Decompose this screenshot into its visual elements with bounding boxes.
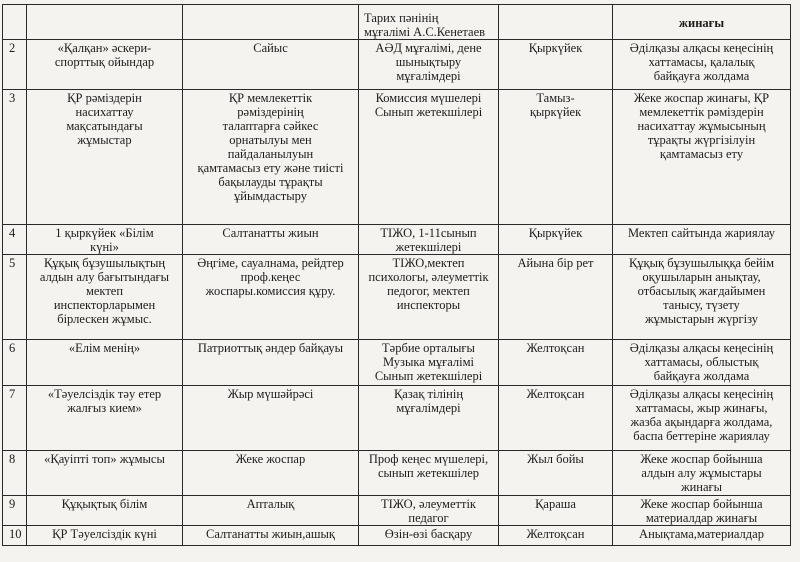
result-cell-line: Әділқазы алқасы кеңесінің [629, 387, 774, 401]
header-cell-form [183, 5, 359, 40]
responsible-cell-line: мұғалімдері [396, 69, 461, 83]
event-cell-line: 1 қыркүйек «Білім [55, 226, 154, 240]
result-cell-line: материалдар жинағы [645, 511, 758, 525]
time-cell [499, 386, 613, 451]
time-cell-line: Жыл бойы [527, 452, 584, 466]
result-cell-line: жазба ақындарға жолдама, [630, 415, 773, 429]
responsible-cell [359, 451, 499, 496]
result-cell-line: Әділқазы алқасы кеңесінің [629, 341, 774, 355]
form-cell-line: Салтанатты жиын [222, 226, 319, 240]
form-cell-line: пайдаланылуын [227, 147, 314, 161]
event-cell-line: «Қауіпті топ» жұмысы [44, 452, 165, 466]
result-cell [613, 340, 791, 386]
responsible-cell-line: Музыка мұғалімі [383, 355, 474, 369]
form-cell [183, 340, 359, 386]
teacher-line-2: мұғалімі А.С.Кенетаев [364, 25, 486, 39]
row-number-cell: 5 [3, 255, 27, 340]
form-cell-line: орнатылуы мен [229, 133, 312, 147]
event-cell [27, 225, 183, 255]
teacher-line-1: Тарих пәнінің [364, 11, 439, 25]
table-row [3, 340, 791, 386]
row-number-cell: 7 [3, 386, 27, 451]
form-cell-line: Апталық [246, 497, 295, 511]
result-cell-line: танысу, түзету [663, 298, 740, 312]
time-cell-line: қыркүйек [529, 105, 582, 119]
form-cell [183, 255, 359, 340]
result-cell [613, 90, 791, 225]
form-cell-line: Жыр мүшәйрәсі [227, 387, 314, 401]
result-cell-line: жұмыстарын жүргізу [644, 312, 759, 326]
row-number-cell: 9 [3, 496, 27, 526]
event-cell-line: ҚР рәміздерін [67, 91, 142, 105]
time-cell-line: Айына бір рет [517, 256, 594, 270]
responsible-cell-line: Сынып жетекшілері [374, 369, 483, 383]
result-cell [613, 451, 791, 496]
event-cell-line: мектеп [85, 284, 124, 298]
form-cell [183, 40, 359, 90]
row-number-cell: 10 [3, 526, 27, 546]
event-cell-line: «Елім менің» [68, 341, 141, 355]
responsible-cell-line: мұғалімдері [396, 401, 461, 415]
table-row [3, 526, 791, 546]
form-cell [183, 225, 359, 255]
form-cell-line: қамтамасыз ету және тиісті [197, 161, 344, 175]
responsible-cell [359, 255, 499, 340]
form-cell-line: рәміздерінің [237, 105, 304, 119]
time-cell-line: Тамыз- [536, 91, 575, 105]
table-row [3, 40, 791, 90]
event-cell [27, 451, 183, 496]
event-cell-line: инспекторларымен [53, 298, 156, 312]
header-cell-time [499, 5, 613, 40]
form-cell-line: жоспары.комиссия құру. [205, 284, 336, 298]
form-cell [183, 451, 359, 496]
table-row [3, 90, 791, 225]
row-number-cell: 2 [3, 40, 27, 90]
responsible-cell-line: психологы, әлеуметтік [368, 270, 489, 284]
result-cell-line: Мектеп сайтында жариялау [627, 226, 776, 240]
table-row [3, 225, 791, 255]
responsible-cell-line: педагог [408, 511, 449, 525]
form-cell-line: ұйымдастыру [234, 189, 307, 203]
result-cell-line: хаттамасы, қалалық [648, 55, 755, 69]
responsible-cell [359, 496, 499, 526]
result-cell-line: тұрақты жүргізілуін [647, 133, 756, 147]
result-cell [613, 225, 791, 255]
form-cell-line: Патриоттық әндер байқауы [197, 341, 344, 355]
responsible-cell-line: Проф кеңес мүшелері, [368, 452, 489, 466]
responsible-cell-line: Өзін-өзі басқару [384, 527, 473, 541]
result-cell [613, 255, 791, 340]
form-cell [183, 496, 359, 526]
event-cell-line: Құқық бұзушылықтың [43, 256, 166, 270]
event-cell [27, 340, 183, 386]
event-cell [27, 90, 183, 225]
row-number-cell: 6 [3, 340, 27, 386]
time-cell [499, 90, 613, 225]
event-cell-line: насихаттау [75, 105, 134, 119]
form-cell-line: Әңгіме, сауалнама, рейдтер [197, 256, 344, 270]
responsible-cell-line: Сынып жетекшілері [374, 105, 483, 119]
responsible-cell-line: ТІЖО, 1-11сынып [380, 226, 477, 240]
table-row [3, 496, 791, 526]
time-cell [499, 225, 613, 255]
responsible-cell-line: инспекторы [396, 298, 461, 312]
result-cell-line: отбасылық жағдайымен [637, 284, 766, 298]
result-tail: жинағы [678, 15, 725, 30]
result-cell-line: Жеке жоспар жинағы, ҚР [633, 91, 770, 105]
time-cell [499, 526, 613, 546]
result-cell-line: оқушыларын анықтау, [642, 270, 761, 284]
plan-table [2, 4, 791, 546]
event-cell [27, 40, 183, 90]
table-row [3, 451, 791, 496]
event-cell-line: күні» [90, 240, 119, 254]
event-cell [27, 496, 183, 526]
result-cell [613, 40, 791, 90]
result-cell-line: байқауға жолдама [653, 369, 750, 383]
responsible-cell-line: ТІЖО, әлеуметтік [380, 497, 476, 511]
responsible-cell [359, 90, 499, 225]
event-cell [27, 526, 183, 546]
form-cell [183, 386, 359, 451]
result-cell-line: алдын алу жұмыстары [641, 466, 762, 480]
table-header-row [3, 5, 791, 40]
responsible-cell [359, 386, 499, 451]
event-cell-line: «Қалқан» әскери- [57, 41, 152, 55]
time-cell [499, 255, 613, 340]
responsible-cell-line: АӘД мұғалімі, дене [375, 41, 482, 55]
responsible-cell-line: шынықтыру [395, 55, 462, 69]
event-cell-line: мақсатындағы [66, 119, 143, 133]
time-cell-line: Қараша [535, 497, 576, 511]
result-cell-line: Әділқазы алқасы кеңесінің [629, 41, 774, 55]
result-cell-line: Жеке жоспар бойынша [640, 497, 763, 511]
form-cell-line: ҚР мемлекеттік [228, 91, 313, 105]
event-cell-line: жұмыстар [77, 133, 132, 147]
form-cell-line: Жеке жоспар [235, 452, 306, 466]
result-cell-line: Жеке жоспар бойынша [640, 452, 763, 466]
result-cell-line: баспа беттеріне жариялау [633, 429, 770, 443]
time-cell [499, 496, 613, 526]
event-cell-line: спорттық ойындар [54, 55, 155, 69]
responsible-cell [359, 526, 499, 546]
result-cell-line: Құқық бұзушылыққа бейім [628, 256, 775, 270]
row-number-cell: 4 [3, 225, 27, 255]
result-cell [613, 496, 791, 526]
row-number-cell: 3 [3, 90, 27, 225]
responsible-cell [359, 40, 499, 90]
time-cell-line: Қыркүйек [528, 41, 583, 55]
header-cell-result [613, 5, 791, 40]
table-row [3, 386, 791, 451]
form-cell-line: бақылауды тұрақты [218, 175, 323, 189]
event-cell-line: Құқықтық білім [61, 497, 148, 511]
time-cell-line: Қыркүйек [528, 226, 583, 240]
time-cell [499, 40, 613, 90]
event-cell-line: ҚР Тәуелсіздік күні [52, 527, 157, 541]
result-cell-line: Анықтама,материалдар [639, 527, 764, 541]
event-cell-line: бірлескен жұмыс. [57, 312, 152, 326]
form-cell [183, 526, 359, 546]
form-cell [183, 90, 359, 225]
header-cell-responsible [359, 5, 499, 40]
responsible-cell [359, 225, 499, 255]
result-cell-line: байқауға жолдама [653, 69, 750, 83]
responsible-cell [359, 340, 499, 386]
event-cell-line: «Тәуелсіздік тәу етер [47, 387, 162, 401]
time-cell-line: Желтоқсан [526, 527, 585, 541]
form-cell-line: Салтанатты жиын,ашық [206, 527, 335, 541]
form-cell-line: Сайыс [253, 41, 288, 55]
form-cell-line: проф.кеңес [240, 270, 301, 284]
form-cell-line: талаптарға сәйкес [222, 119, 319, 133]
header-cell-num [3, 5, 27, 40]
responsible-cell-line: Тәрбие орталығы [382, 341, 475, 355]
event-cell [27, 255, 183, 340]
result-cell [613, 386, 791, 451]
row-number-cell: 8 [3, 451, 27, 496]
header-cell-event [27, 5, 183, 40]
responsible-cell-line: ТІЖО,мектеп [392, 256, 465, 270]
result-cell-line: хаттамасы, облыстық [644, 355, 759, 369]
responsible-cell-line: педогог, мектеп [387, 284, 470, 298]
responsible-cell-line: сынып жетекшілер [377, 466, 480, 480]
event-cell-line: жалғыз кием» [67, 401, 142, 415]
time-cell-line: Желтоқсан [526, 387, 585, 401]
event-cell [27, 386, 183, 451]
time-cell [499, 451, 613, 496]
result-cell-line: жинағы [680, 480, 723, 494]
result-cell-line: қамтамасыз ету [659, 147, 744, 161]
event-cell-line: алдын алу бағытындағы [39, 270, 170, 284]
result-cell [613, 526, 791, 546]
result-cell-line: насихаттау жұмысының [637, 119, 766, 133]
responsible-cell-line: Комиссия мүшелері [375, 91, 482, 105]
result-cell-line: хаттамасы, жыр жинағы, [635, 401, 768, 415]
table-row [3, 255, 791, 340]
responsible-cell-line: Қазақ тілінің [393, 387, 464, 401]
time-cell-line: Желтоқсан [526, 341, 585, 355]
time-cell [499, 340, 613, 386]
result-cell-line: мемлекеттік рәміздерін [639, 105, 764, 119]
responsible-cell-line: жетекшілері [395, 240, 462, 254]
